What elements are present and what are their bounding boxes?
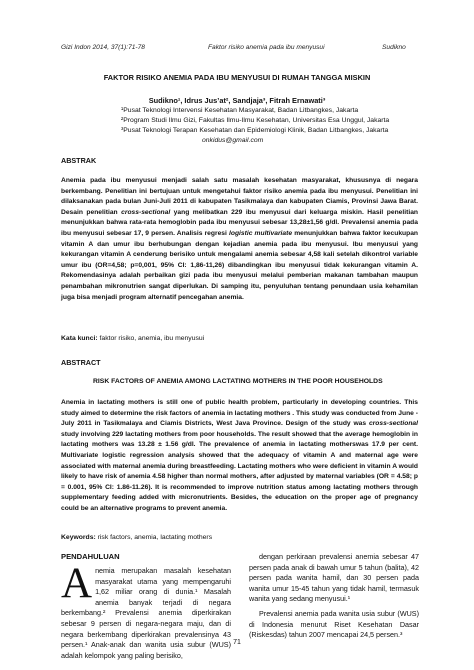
keywords-text: risk factors, anemia, lactating mothers <box>97 534 213 541</box>
abstrak-text-3: menunjukkan bahwa faktor kecukupan vitamin A dan umur ibu berhubungan dengan kejadian anemia pada ibu menyusui. Ibu menyusui yang kekurangan vitamin A cenderung berisiko untuk mengalami anemia sebesar 4,58 kali setelah dikontrol variable umur ibu (OR=4,58; p=0,001, 95% CI: 1,86-11,26) dibandingkan ibu menyusui tidak kekurangan vitamin A. Rekomendasinya adalah perbaikan gizi pada ibu menyusui melalui pemberian makanan tambahan maupun penambahan mikronutrien sangat diperlukan. Di samping itu, penyuluhan tentang penundaan usia kehamilan juga bisa menjadi program alternatif pencegahan anemia. <box>61 229 419 301</box>
abstrak-italic-2: logistic multivariate <box>229 229 293 237</box>
abstract-italic-1: cross-sectional <box>368 420 418 428</box>
abstrak-body <box>61 176 418 303</box>
abstrak-text-2: yang melibatkan 229 ibu menyusui dari keluarga miskin. Hasil penelitian menunjukkan bahwa rata-rata hemoglobin pada ibu menyusui sebesar 13,28±1,56 g/dl. Prevalensi anemia pada ibu menyusui sebesar 17, 9 persen. Analisis regresi <box>61 208 418 237</box>
drop-cap: A <box>61 560 93 607</box>
author-email: onkidus@gmail.com <box>202 137 264 144</box>
kata-kunci-text: faktor risiko, anemia, ibu menyusui <box>99 335 205 342</box>
abstract-body <box>61 398 418 515</box>
pendahuluan-left-text: nemia merupakan masalah kesehatan masyarakat utama yang mempengaruhi 1,62 miliar orang di dunia.¹ Masalah anemia banyak terjadi di negara berkembang.² Prevalensi anemia diperkirakan sebesar 9 persen di negara-negara maju, dan di negara berkembang diperkirakan prevalensinya 43 persen.¹ Anak-anak dan wanita usia subur (WUS) adalah kelompok yang paling berisiko, <box>61 566 231 660</box>
paper-title: FAKTOR RISIKO ANEMIA PADA IBU MENYUSUI DI RUMAH TANGGA MISKIN <box>103 73 371 82</box>
abstrak-text-1: Anemia pada ibu menyusui menjadi salah satu masalah kesehatan masyarakat, khususnya di negara berkembang. Penelitian ini bertujuan untuk mengetahui faktor risiko anemia pada ibu menyusui. Penelitian ini dilaksanakan pada bulan Juni-Juli 2011 di kabupaten Tasikmalaya dan kabupaten Ciamis, Provinsi Jawa Barat. Desain penelitian <box>61 177 418 216</box>
pendahuluan-left-column <box>61 560 231 661</box>
abstrak-italic-1: cross-sectional <box>121 208 171 216</box>
kata-kunci-label: Kata kunci: <box>61 335 98 342</box>
affiliation-1: ¹Pusat Teknologi Intervensi Kesehatan Masyarakat, Badan Litbangkes, Jakarta <box>121 107 359 114</box>
keywords-label: Keywords: <box>61 534 96 541</box>
running-author: Sudikno <box>382 44 406 51</box>
running-title: Faktor risiko anemia pada ibu menyusui <box>208 44 325 51</box>
abstract-title: RISK FACTORS OF ANEMIA AMONG LACTATING MOTHERS IN THE POOR HOUSEHOLDS <box>93 378 383 385</box>
abstrak-heading: ABSTRAK <box>61 156 97 165</box>
affiliation-2: ²Program Studi Ilmu Gizi, Fakultas Ilmu-Ilmu Kesehatan, Universitas Esa Unggul, Jakarta <box>121 117 390 124</box>
abstract-heading: ABSTRACT <box>61 358 101 367</box>
keywords <box>61 534 418 541</box>
page-number: 71 <box>233 639 241 646</box>
kata-kunci <box>61 335 418 342</box>
pendahuluan-heading: PENDAHULUAN <box>61 552 120 561</box>
journal-citation: Gizi Indon 2014, 37(1):71-78 <box>61 44 145 51</box>
pendahuluan-right-para-1: dengan perkiraan prevalensi anemia sebesar 47 persen pada anak di bawah umur 5 tahun (balita), 42 persen pada wanita hamil, dan 30 persen pada wanita umur 15-45 tahun yang tidak hamil, termasuk wanita yang sedang menyusui.¹ <box>249 552 419 604</box>
pendahuluan-right-para-2: Prevalensi anemia pada wanita usia subur (WUS) di Indonesia menurut Riset Kesehatan Dasar (Riskesdas) tahun 2007 mencapai 24,5 persen.³ <box>249 608 419 640</box>
abstract-text-1: Anemia in lactating mothers is still one of public health problem, particularly in developing countries. This study aimed to determine the risk factors of anemia in lactating mothers . This study was conducted from June -July 2011 in Tasikmalaya and Ciamis Districts, West Java Province. Design of the study was <box>61 399 418 428</box>
affiliation-3: ³Pusat Teknologi Terapan Kesehatan dan Epidemiologi Klinik, Badan Litbangkes, Jakarta <box>121 127 389 134</box>
pendahuluan-right-column <box>249 552 419 641</box>
abstract-text-2: study involving 229 lactating mothers from poor households. The result showed that the average hemoglobin in lactating mothers was 13.28 ± 1.56 g/dl. The prevalence of anemia in lactating motherswas 17.9 per cent. Multivariate logistic regression analysis showed that the adequacy of vitamin A and maternal age were associated with maternal anemia during breastfeeding. Lactating mothers who were deficient in vitamin A would likely to have risk of anemia 4.58 higher than normal mothers, after adjusted by maternal variables (OR = 4.58; p = 0.001, 95% CI: 1.86-11.26). It is recommended to improve nutrition status among lactating mothers through supplementary feeding added with micronutrients. Besides, the education on the proper age of pregnancy could be an alternative programs to prevent anemia. <box>61 430 418 512</box>
author-list: Sudikno¹, Idrus Jus’at², Sandjaja³, Fitrah Ernawati³ <box>148 96 326 105</box>
